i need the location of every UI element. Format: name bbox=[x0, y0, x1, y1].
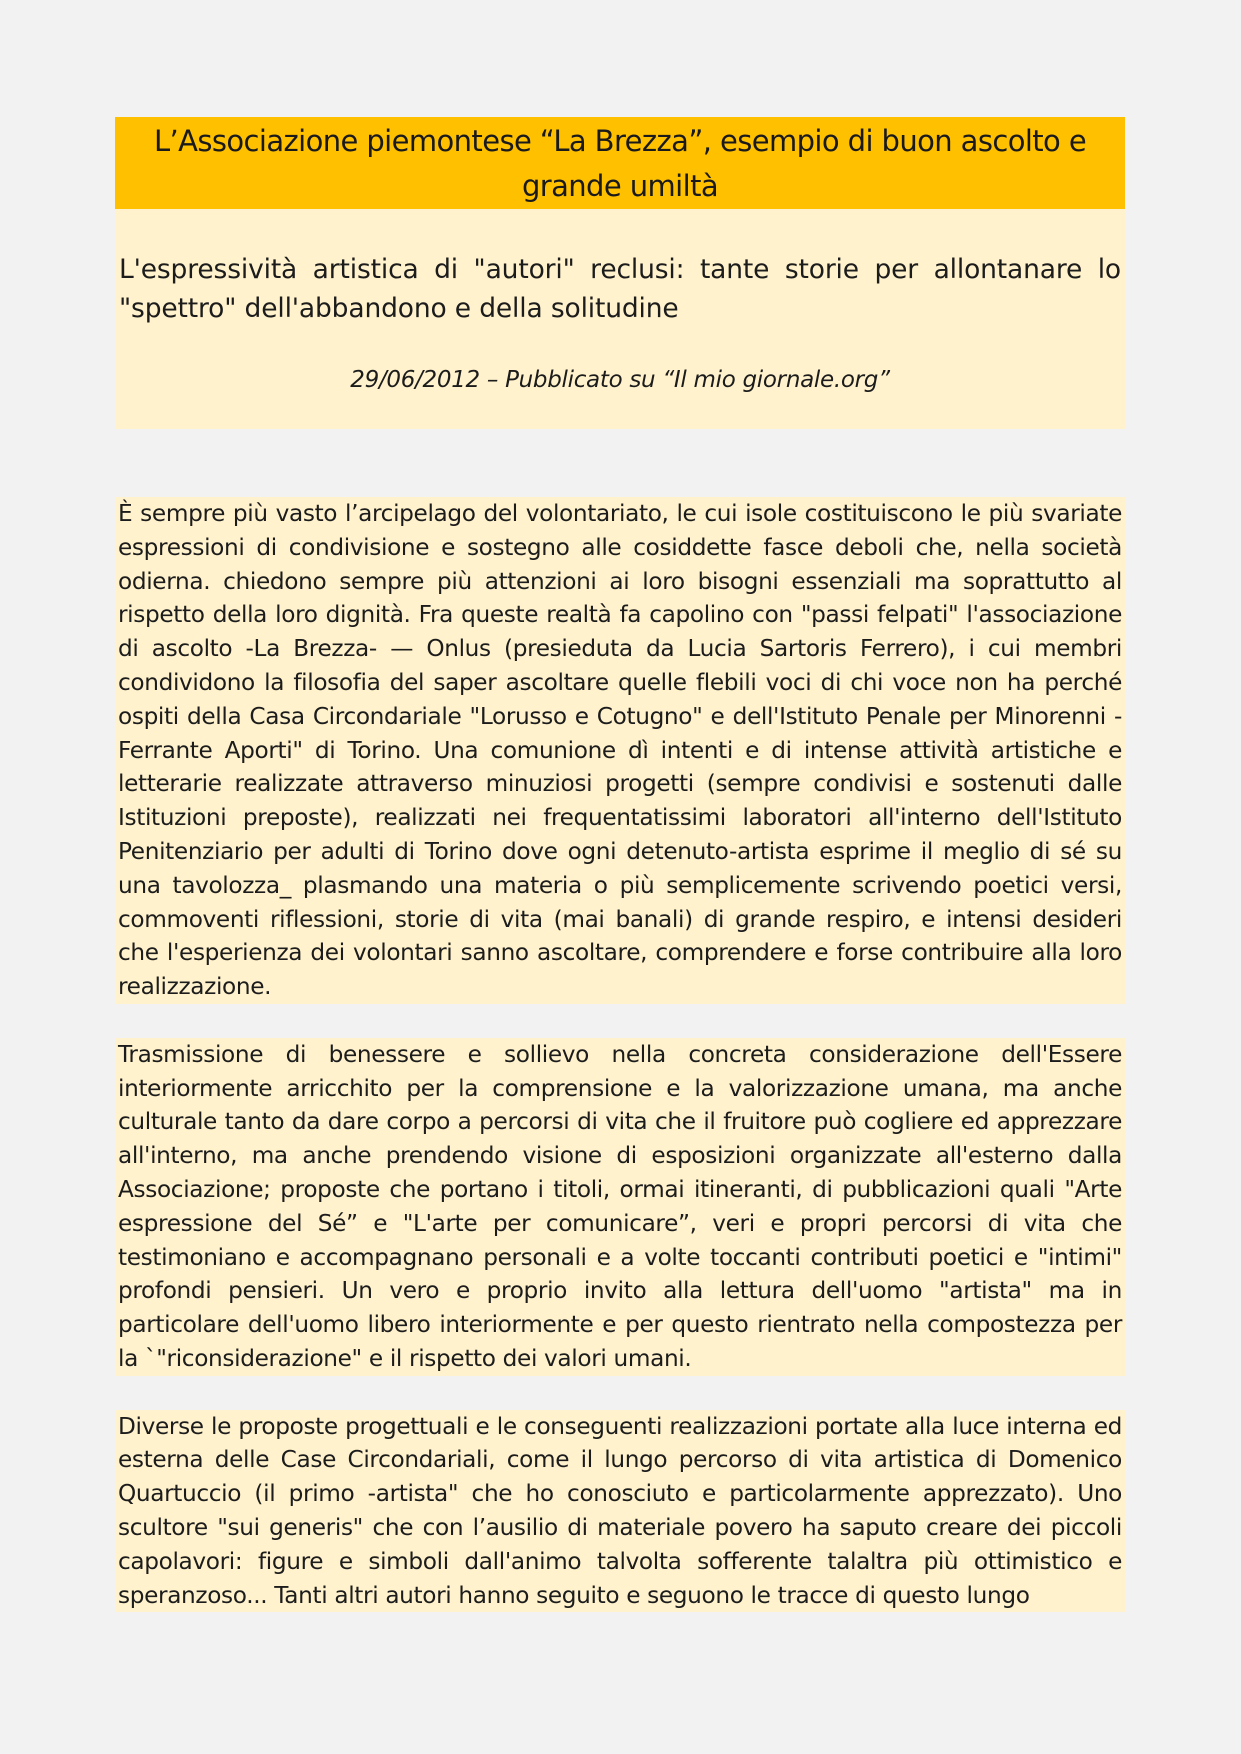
body-paragraph: Diverse le proposte progettuali e le conseguenti realizzazioni portate alla luce interna ed esterna delle Case Circondariali, come il lungo percorso di vita artistica di Domenico Quartuccio (il primo -artista" che ho conosciuto e particolarmente apprezzato). Uno scultore "sui generis" che con l’ausilio di materiale povero ha saputo creare dei piccoli capolavori: figure e simboli dall'animo talvolta sofferente talaltra più ottimistico e speranzoso... Tanti altri autori hanno seguito e seguono le tracce di questo lungo bbox=[115, 1410, 1125, 1613]
body-paragraph: Trasmissione di benessere e sollievo nella concreta considerazione dell'Essere interiormente arricchito per la comprensione e la valorizzazione umana, ma anche culturale tanto da dare corpo a percorsi di vita che il fruitore può cogliere ed apprezzare all'interno, ma anche prendendo visione di esposizioni organizzate all'esterno dalla Associazione; proposte che portano i titoli, ormai itineranti, di pubblicazioni quali "Arte espressione del Sé” e "L'arte per comunicare”, veri e propri percorsi di vita che testimoniano e accompagnano personali e a volte toccanti contributi poetici e "intimi" profondi pensieri. Un vero e proprio invito alla lettura dell'uomo "artista" ma in particolare dell'uomo libero interiormente e per questo rientrato nella compostezza per la `"riconsiderazione" e il rispetto dei valori umani. bbox=[115, 1038, 1125, 1376]
article-body bbox=[115, 497, 1125, 1646]
body-paragraph: È sempre più vasto l’arcipelago del volontariato, le cui isole costituiscono le più svariate espressioni di condivisione e sostegno alle cosiddette fasce deboli che, nella società odierna. chiedono sempre più attenzioni ai loro bisogni essenziali ma soprattutto al rispetto della loro dignità. Fra queste realtà fa capolino con "passi felpati" l'associazione di ascolto -La Brezza- — Onlus (presieduta da Lucia Sartoris Ferrero), i cui membri condividono la filosofia del saper ascoltare quelle flebili voci di chi voce non ha perché ospiti della Casa Circondariale "Lorusso e Cotugno" e dell'Istituto Penale per Minorenni -Ferrante Aporti" di Torino. Una comunione dì intenti e di intense attività artistiche e letterarie realizzate attraverso minuziosi progetti (sempre condivisi e sostenuti dalle Istituzioni preposte), realizzati nei frequentatissimi laboratori all'interno dell'Istituto Penitenziario per adulti di Torino dove ogni detenuto-artista esprime il meglio di sé su una tavolozza_ plasmando una materia o più semplicemente scrivendo poetici versi, commoventi riflessioni, storie di vita (mai banali) di grande respiro, e intensi desideri che l'esperienza dei volontari sanno ascoltare, comprendere e forse contribuire alla loro realizzazione. bbox=[115, 497, 1125, 1004]
article-title: L’Associazione piemontese “La Brezza”, esempio di buon ascolto e grande umiltà bbox=[115, 117, 1125, 209]
article-subtitle: L'espressività artistica di "autori" reclusi: tante storie per allontanare lo "spettro" dell'abbandono e della solitudine bbox=[119, 254, 1121, 324]
article-dateline: 29/06/2012 – Pubblicato su “Il mio giornale.org” bbox=[350, 367, 890, 393]
